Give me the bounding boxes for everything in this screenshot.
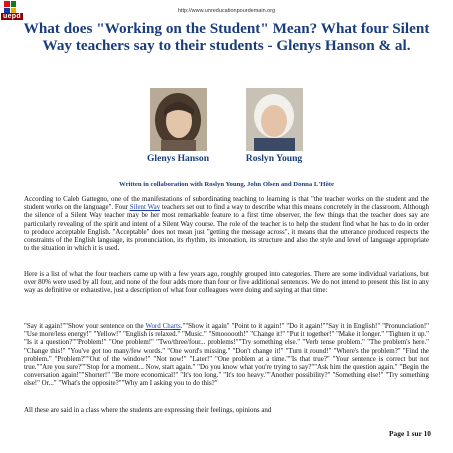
- word-charts-link[interactable]: Word Charts: [145, 322, 181, 330]
- intro-text-start: According to Caleb Gattegno, one of the manifestations of subordinating teaching to learning is that "the teacher works on the student and the student works on the language". Four: [24, 195, 429, 212]
- author-photo-roslyn: [246, 88, 303, 151]
- page-url: http://www.unreducationpourdemain.org: [177, 8, 276, 14]
- author-name-right: Roslyn Young: [245, 153, 303, 164]
- phrases-text-start: "Say it again!""Show your sentence on the: [24, 322, 146, 330]
- collaboration-note: Written in collaboration with Roslyn Young, John Olsen and Donna L'Hôte: [119, 181, 334, 188]
- list-intro-paragraph: Here is a list of what the four teachers came up with a few years ago, roughly grouped into categories. There are some individual variations, but over 80% were used by all four, and none of the four adds more than four or five additional sentences. We do not intend to present this list in any way as definitive or exhaustive, just a description of what four colleagues were doing and saying at that time:: [24, 270, 429, 295]
- intro-paragraph: [24, 195, 429, 252]
- silent-way-link[interactable]: Silent Way: [129, 203, 161, 212]
- phrases-paragraph: [24, 322, 429, 388]
- phrases-text-end: .""Show it again" "Point to it again!" "Do it again!""Say it in English!" "Pronunciation!" "Use more/less energy!" "Yellow!" "English is relaxed." "Music." "Smoooooth!" "Change it!" "Put it together!" "Make it longer." "Tighten it up." "Is it a question?""Problem!" "One problem!" "Two/three/four... problems!""Try something else." "Verb tense problem." "The problem's here." "Change this!" "You've got too many/few words." "One word's missing." "Don't change it!" "Turn it round!" "Where's the problem?" "Find the problem." "Problem?""Out of the window!" "Not now!" "Later!" "One problem at a time.""Is that true?" "Your sentence is correct but not true.""Are you sure?""Stop for a moment... Now, start again." "Do you know what you're trying to say?""Ask him the question again." "Begin the conversation again!""Shorter!" "Be more economical!" "It's too long." "It's too heavy.""Another possibility?" "Something else!" "Try something else!" Or..." "What's the opposite?""Why am I asking you to do this?": [24, 322, 429, 388]
- closing-paragraph: All these are said in a class where the students are expressing their feelings, opinions and: [24, 406, 272, 414]
- page-title: What does "Working on the Student" Mean? What four Silent Way teachers say to their students - Glenys Hanson & al.: [23, 20, 430, 54]
- logo-text: uepd: [3, 13, 21, 20]
- page-number: Page 1 sur 10: [389, 429, 431, 438]
- author-photo-glenys: [150, 88, 207, 151]
- author-name-left: Glenys Hanson: [146, 153, 210, 164]
- intro-text-end: teachers set out to find a way to describe what this means concretely in the classroom. Although the silence of a Silent Way teacher may be her most remarkable feature to a first time observer, the few things that the teacher does say are particularly revealing of the spirit and intent of a Silent Way course. The role of the teacher is to help the student find what he has to do in order to produce acceptable English. "Acceptable" does not mean just "getting the message across", it means that the utterance produced respects the constraints of the English language, its pronunciation, its rhythm, its intonation, its structure and also the style and level of language appropriate to the situation in which it is used.: [24, 203, 429, 253]
